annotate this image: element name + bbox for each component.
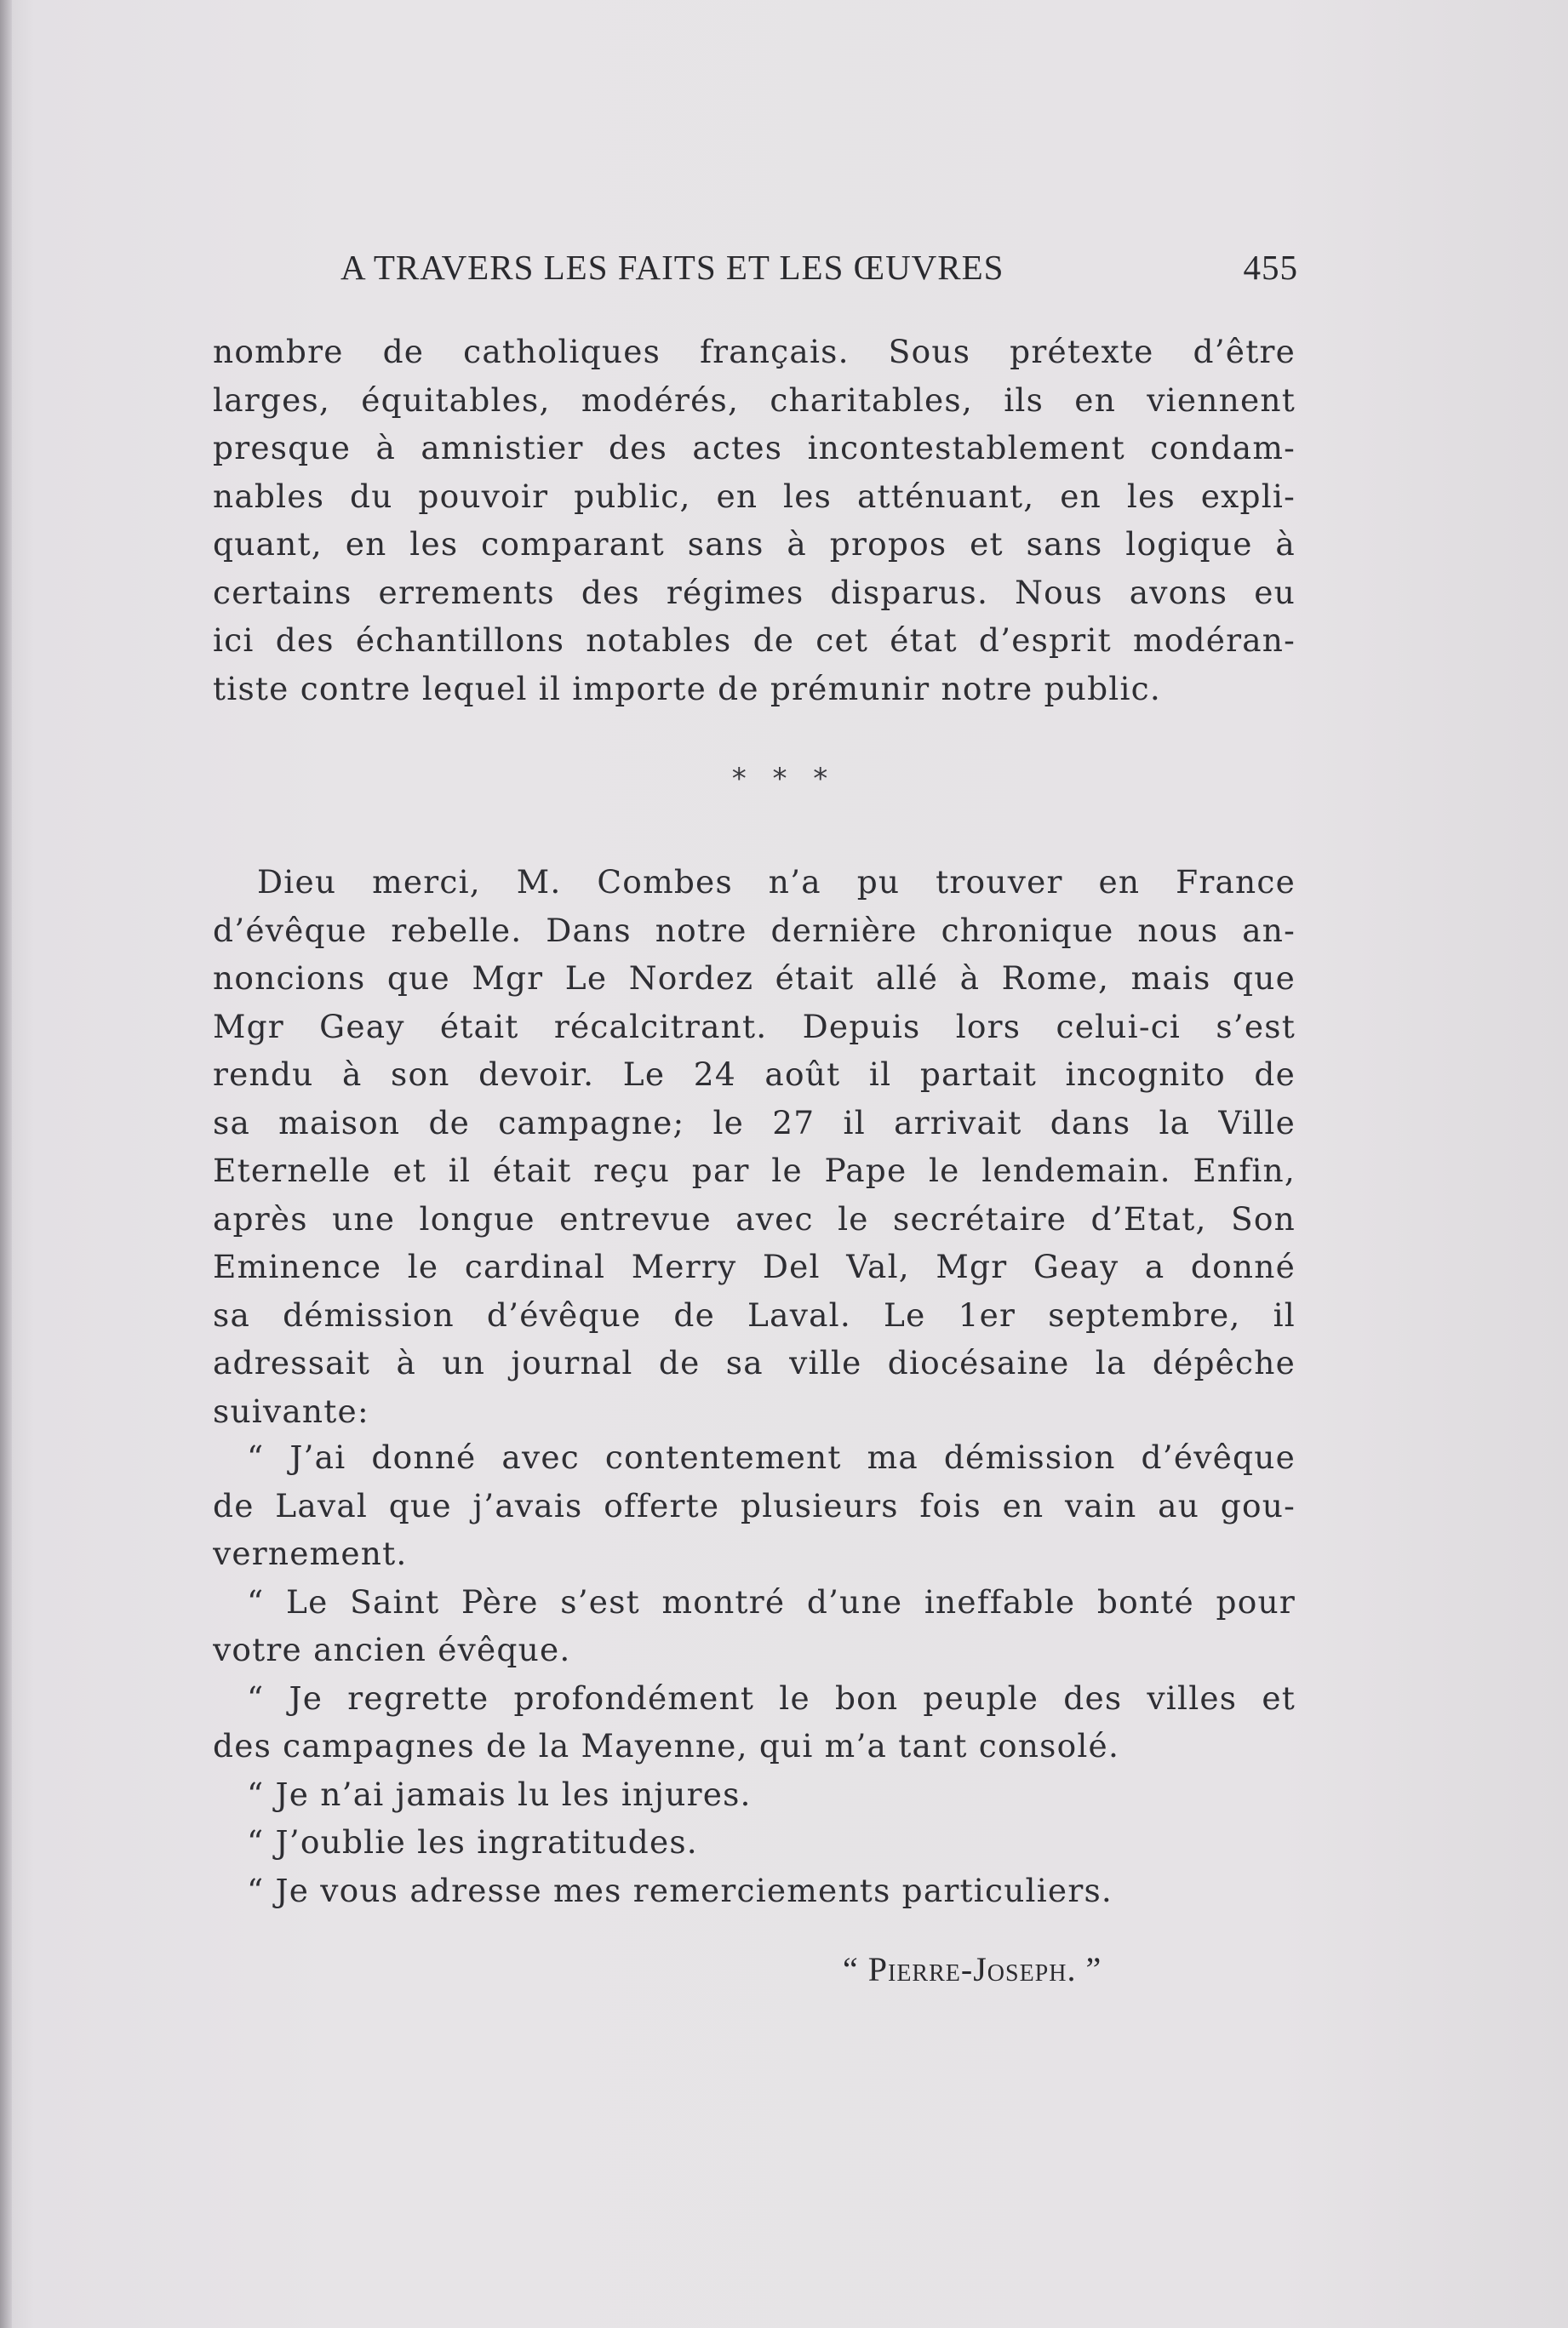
text-line: suivante: bbox=[213, 1392, 369, 1430]
text-line: Eminence le cardinal Merry Del Val, Mgr Geay a donné bbox=[213, 1248, 1296, 1285]
quote-line: “ Je regrette profondément le bon peuple des villes et bbox=[247, 1679, 1296, 1717]
text-line: Mgr Geay était récalcitrant. Depuis lors celui-ci s’est bbox=[213, 1007, 1296, 1045]
text-line: tiste contre lequel il importe de prémunir notre public. bbox=[213, 669, 1161, 707]
quote-line: “ J’ai donné avec contentement ma démission d’évêque bbox=[247, 1439, 1296, 1476]
text-line: noncions que Mgr Le Nordez était allé à Rome, mais que bbox=[213, 959, 1296, 997]
running-header bbox=[340, 247, 1298, 295]
running-title: A TRAVERS LES FAITS ET LES ŒUVRES bbox=[340, 248, 1004, 287]
text-line: nombre de catholiques français. Sous prétexte d’être bbox=[213, 333, 1296, 370]
text-line: larges, équitables, modérés, charitables, ils en viennent bbox=[213, 380, 1296, 419]
text-line: Dieu merci, M. Combes n’a pu trouver en France bbox=[257, 863, 1296, 901]
text-line: sa maison de campagne; le 27 il arrivait dans la Ville bbox=[213, 1103, 1296, 1141]
quote-line: “ J’oublie les ingratitudes. bbox=[247, 1823, 698, 1861]
text-line: d’évêque rebelle. Dans notre dernière chronique nous an- bbox=[213, 911, 1296, 949]
text-line: ici des échantillons notables de cet état d’esprit modéran- bbox=[213, 621, 1296, 659]
text-line: Eternelle et il était reçu par le Pape le lendemain. Enfin, bbox=[213, 1152, 1296, 1189]
signature: “ Pierre-Joseph. ” bbox=[843, 1950, 1102, 1988]
quote-line: de Laval que j’avais offerte plusieurs fois en vain au gou- bbox=[213, 1486, 1296, 1524]
paragraph-1 bbox=[213, 328, 1296, 712]
quote-line: votre ancien évêque. bbox=[213, 1631, 571, 1668]
text-line: quant, en les comparant sans à propos et sans logique à bbox=[213, 525, 1296, 563]
paragraph-2 bbox=[213, 858, 1296, 1435]
quote-line: des campagnes de la Mayenne, qui m’a tant consolé. bbox=[213, 1727, 1120, 1765]
text-line: adressait à un journal de sa ville diocésaine la dépêche bbox=[213, 1344, 1296, 1381]
text-line: après une longue entrevue avec le secrétaire d’Etat, Son bbox=[213, 1199, 1296, 1238]
text-line: rendu à son devoir. Le 24 août il partait incognito de bbox=[213, 1055, 1296, 1093]
text-line: nables du pouvoir public, en les atténuant, en les expli- bbox=[213, 477, 1296, 515]
section-separator: * * * bbox=[731, 762, 837, 796]
telegram-quote bbox=[213, 1433, 1296, 1914]
text-line: sa démission d’évêque de Laval. Le 1er septembre, il bbox=[213, 1296, 1296, 1334]
page-binding-edge bbox=[0, 0, 12, 2328]
page-number: 455 bbox=[1243, 248, 1298, 287]
quote-line: “ Le Saint Père s’est montré d’une ineffable bonté pour bbox=[247, 1582, 1296, 1621]
quote-line: “ Je n’ai jamais lu les injures. bbox=[247, 1775, 752, 1813]
text-line: presque à amnistier des actes incontestablement condam- bbox=[213, 429, 1296, 466]
text-line: certains errements des régimes disparus. Nous avons eu bbox=[213, 573, 1296, 611]
quote-line: vernement. bbox=[213, 1535, 408, 1572]
quote-line: “ Je vous adresse mes remerciements particuliers. bbox=[247, 1871, 1113, 1909]
